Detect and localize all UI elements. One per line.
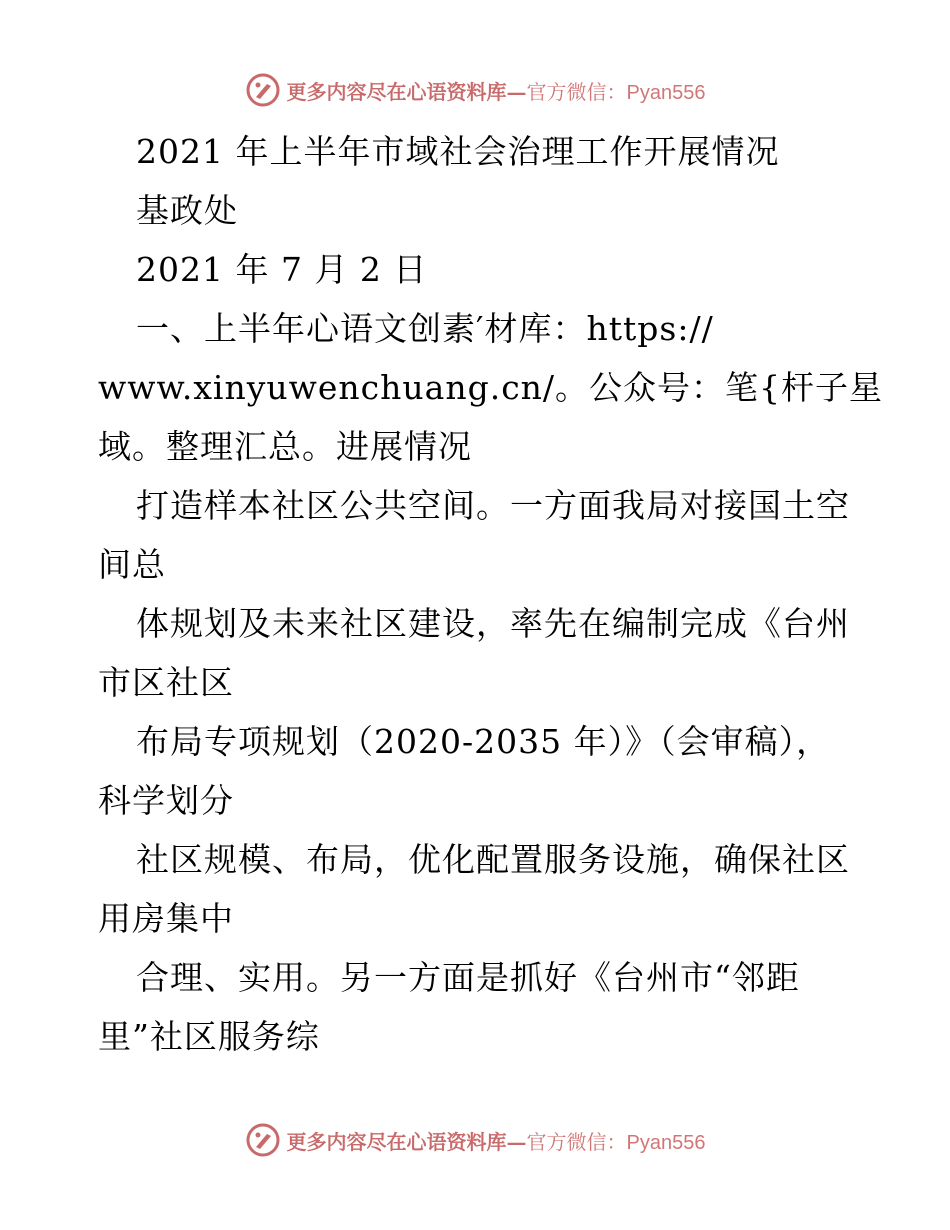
text-line: 市区社区: [98, 663, 234, 702]
seal-logo-icon: [245, 1122, 281, 1158]
text-line: 科学划分: [98, 781, 234, 820]
seal-logo-icon: [245, 72, 281, 108]
watermark-text: 更多内容尽在心语资料库—官方微信：Pyan556: [286, 79, 706, 104]
text-line: 打造样本社区公共空间。一方面我局对接国土空: [136, 486, 850, 525]
text-line: 布局专项规划（2020-2035 年）》（会审稿），: [136, 722, 831, 761]
text-line: 用房集中: [98, 899, 234, 938]
text-line: 间总: [98, 545, 166, 584]
text-line: 社区规模、布局，优化配置服务设施，确保社区: [136, 840, 850, 879]
text-line: 体规划及未来社区建设，率先在编制完成《台州: [136, 604, 850, 643]
header-watermark: [0, 70, 950, 110]
text-line: 基政处: [136, 191, 238, 230]
text-line: 2021 年 7 月 2 日: [136, 250, 428, 289]
text-line: 2021 年上半年市域社会治理工作开展情况: [136, 132, 780, 171]
text-line: 一、上半年心语文创素′材库：https://: [136, 309, 714, 348]
footer-watermark: [0, 1120, 950, 1160]
document-body: [98, 122, 884, 1066]
watermark-text: 更多内容尽在心语资料库—官方微信：Pyan556: [286, 1129, 706, 1154]
text-line: www.xinyuwenchuang.cn/。公众号：笔{杆子星: [98, 368, 884, 407]
text-line: 合理、实用。另一方面是抓好《台州市“邻距: [136, 958, 800, 997]
text-line: 域。整理汇总。进展情况: [98, 427, 472, 466]
text-line: 里”社区服务综: [98, 1017, 320, 1056]
